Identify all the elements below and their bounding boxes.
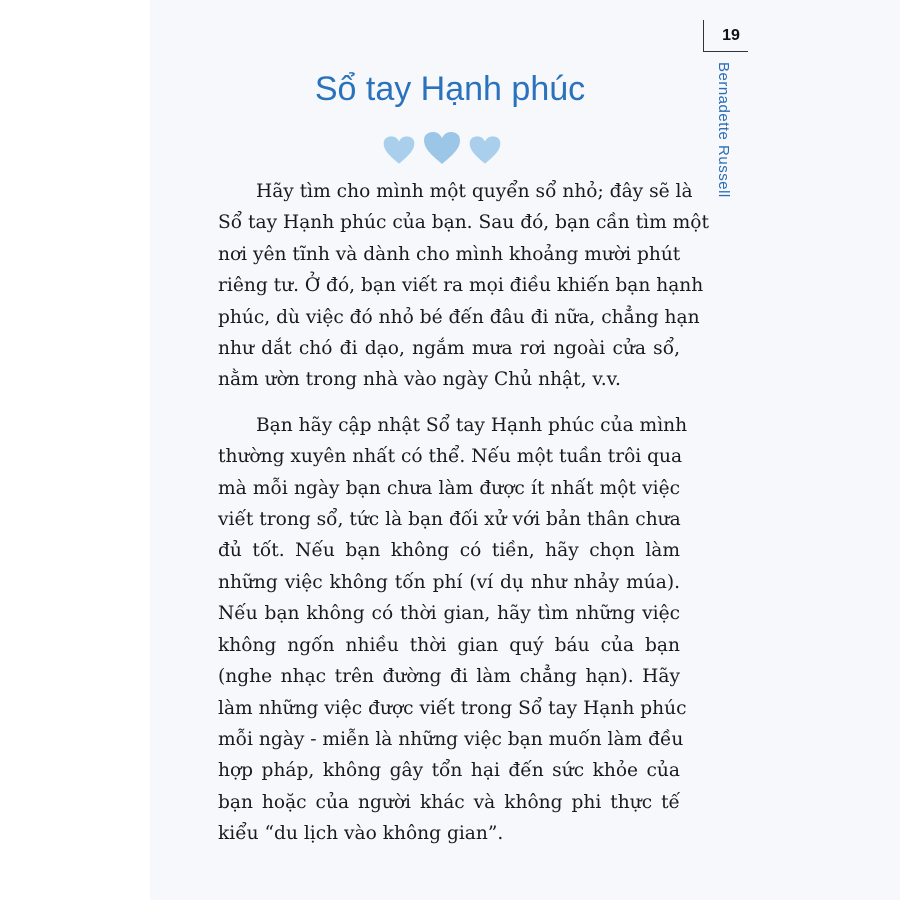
text-line: bạn hoặc của người khác và không phi thực tế <box>218 791 680 813</box>
text-line: mỗi ngày - miễn là những việc bạn muốn làm đều <box>218 728 684 750</box>
body-text <box>218 176 709 850</box>
text-line: như dắt chó đi dạo, ngắm mưa rơi ngoài cửa sổ, <box>218 338 680 360</box>
page-number-rule <box>703 20 704 52</box>
book-page <box>150 0 900 900</box>
text-line: Sổ tay Hạnh phúc của bạn. Sau đó, bạn cần tìm một <box>218 212 709 234</box>
heart-icon <box>382 134 416 166</box>
paragraph-gap <box>218 396 680 410</box>
text-line: (nghe nhạc trên đường đi làm chẳng hạn). Hãy <box>218 666 680 688</box>
heart-icon <box>468 134 502 166</box>
text-line: thường xuyên nhất có thể. Nếu một tuần trôi qua <box>218 446 683 468</box>
text-line: phúc, dù việc đó nhỏ bé đến đâu đi nữa, chẳng hạn <box>218 306 700 328</box>
chapter-title: Sổ tay Hạnh phúc <box>314 70 586 108</box>
text-line: làm những việc được viết trong Sổ tay Hạnh phúc <box>218 697 687 719</box>
text-line: nằm ườn trong nhà vào ngày Chủ nhật, v.v. <box>218 369 621 391</box>
text-line: mà mỗi ngày bạn chưa làm được ít nhất một việc <box>218 477 680 499</box>
page-number: 19 <box>722 27 740 44</box>
text-line: Nếu bạn không có thời gian, hãy tìm những việc <box>218 603 680 625</box>
text-line: Hãy tìm cho mình một quyển sổ nhỏ; đây sẽ là <box>256 181 693 202</box>
text-line: kiểu “du lịch vào không gian”. <box>218 823 504 845</box>
text-line: không ngốn nhiều thời gian quý báu của bạn <box>218 634 680 656</box>
text-line: đủ tốt. Nếu bạn không có tiền, hãy chọn làm <box>218 540 680 562</box>
text-line: nơi yên tĩnh và dành cho mình khoảng mười phút <box>218 243 681 265</box>
text-line: Bạn hãy cập nhật Sổ tay Hạnh phúc của mình <box>256 414 688 436</box>
running-header-author: Bernadette Russell <box>715 62 732 198</box>
text-line: những việc không tốn phí (ví dụ như nhảy múa). <box>218 571 680 593</box>
text-line: hợp pháp, không gây tổn hại đến sức khỏe của <box>218 760 680 782</box>
page-number-rule-bottom <box>703 51 748 52</box>
heart-icon <box>422 130 462 166</box>
text-line: riêng tư. Ở đó, bạn viết ra mọi điều khiến bạn hạnh <box>218 275 704 297</box>
text-line: viết trong sổ, tức là bạn đối xử với bản thân chưa <box>218 509 681 531</box>
heart-ornament <box>382 130 502 166</box>
